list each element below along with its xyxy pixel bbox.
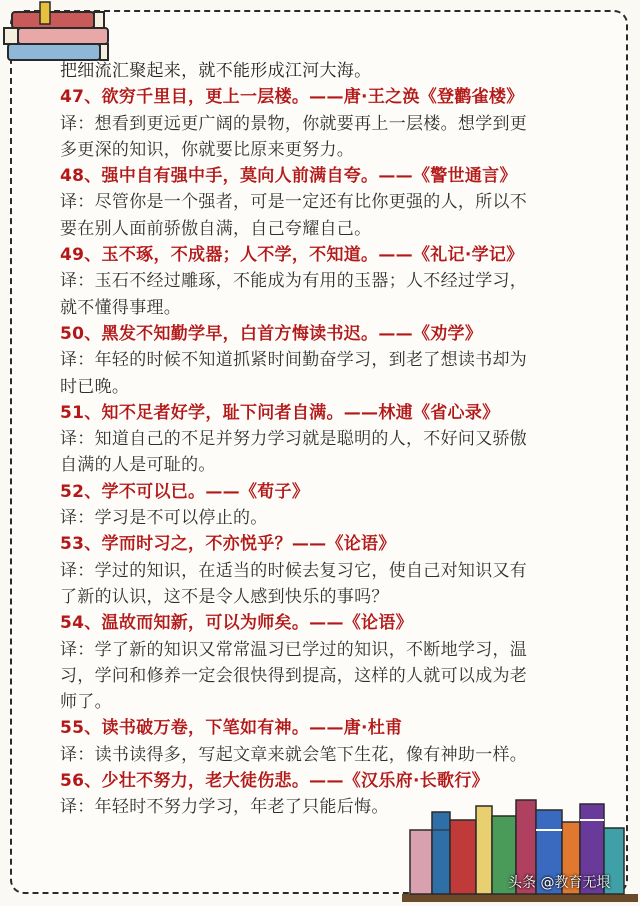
- quote-title: 50、黑发不知勤学早，白首方悔读书迟。——《劝学》: [60, 323, 483, 344]
- quote-translation: 译：想看到更远更广阔的景物，你就要再上一层楼。想学到更: [60, 113, 528, 134]
- quote-translation: 译：读书读得多，写起文章来就会笔下生花，像有神助一样。: [60, 744, 528, 765]
- quote-translation: 译：年轻的时候不知道抓紧时间勤奋学习，到老了想读书却为: [60, 350, 528, 371]
- quote-translation: 译：学习是不可以停止的。: [60, 508, 268, 529]
- quote-translation: 译：学了新的知识又常常温习已学过的知识，不断地学习，温: [60, 639, 528, 660]
- quote-translation: 要在别人面前骄傲自满，自己夸耀自己。: [60, 218, 372, 239]
- quote-translation: 译：知道自己的不足并努力学习就是聪明的人，不好问又骄傲: [60, 429, 528, 450]
- quote-translation: 时已晚。: [60, 376, 130, 397]
- quote-translation: 自满的人是可耻的。: [60, 455, 216, 476]
- quote-translation: 习，学问和修养一定会很快得到提高，这样的人就可以成为老: [60, 665, 528, 686]
- quote-title: 48、强中自有强中手，莫向人前满自夸。——《警世通言》: [60, 166, 517, 187]
- quote-title: 47、欲穷千里目，更上一层楼。——唐·王之涣《登鹳雀楼》: [60, 87, 524, 108]
- quote-translation: 译：学过的知识，在适当的时候去复习它，使自己对知识又有: [60, 560, 528, 581]
- quote-title: 53、学而时习之，不亦悦乎？——《论语》: [60, 534, 396, 555]
- watermark: 头条 @教育无垠: [508, 875, 611, 891]
- quote-translation: 多更深的知识，你就要比原来更努力。: [60, 139, 355, 160]
- text-line: 把细流汇聚起来，就不能形成江河大海。: [60, 61, 372, 81]
- quote-translation: 师了。: [60, 692, 112, 713]
- quote-title: 56、少壮不努力，老大徒伤悲。——《汉乐府·长歌行》: [60, 771, 489, 792]
- quote-title: 54、温故而知新，可以为师矣。——《论语》: [60, 613, 413, 634]
- quote-translation: 译：年轻时不努力学习，年老了只能后悔。: [60, 797, 389, 818]
- quote-translation: 了新的认识，这不是令人感到快乐的事吗？: [60, 586, 389, 607]
- quote-title: 52、学不可以已。——《荀子》: [60, 481, 310, 502]
- quote-title: 51、知不足者好学，耻下问者自满。——林逋《省心录》: [60, 402, 500, 423]
- quote-translation: 就不懂得事理。: [60, 297, 182, 318]
- quote-translation: 译：玉石不经过雕琢，不能成为有用的玉器；人不经过学习，: [60, 271, 528, 292]
- quote-translation: 译：尽管你是一个强者，可是一定还有比你更强的人，所以不: [60, 192, 528, 213]
- quote-title: 55、读书破万卷，下笔如有神。——唐·杜甫: [60, 718, 403, 739]
- quote-list: [60, 58, 590, 821]
- quote-title: 49、玉不琢，不成器；人不学，不知道。——《礼记·学记》: [60, 245, 524, 266]
